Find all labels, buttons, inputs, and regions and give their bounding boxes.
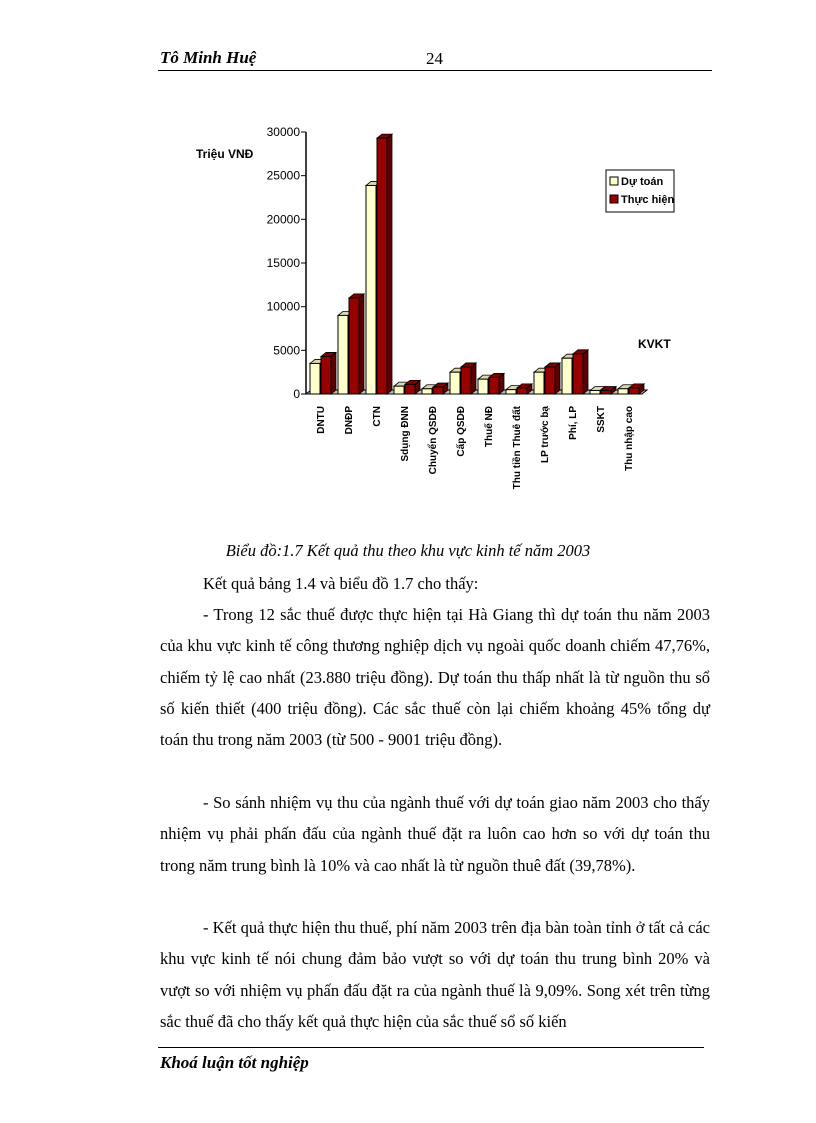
bar [534,372,544,394]
footer-rule [158,1047,704,1048]
bar-side [387,134,392,394]
y-tick-label: 0 [293,387,300,401]
page-number: 24 [426,49,443,68]
bar [405,384,415,394]
x-tick-label: CTN [372,406,383,427]
bar-side [331,352,336,394]
footer-text: Khoá luận tốt nghiệp [160,1053,309,1072]
bar-side [583,350,588,394]
legend-label: Thực hiện [621,194,675,206]
y-axis-label: Triệu VNĐ [196,147,254,161]
x-tick-label: Thuế NĐ [484,406,495,448]
x-tick-label: LP trước bạ [540,406,551,463]
bar-side [499,373,504,394]
y-tick-label: 5000 [273,343,300,358]
x-tick-label: SSKT [596,406,607,433]
bar-side [471,363,476,394]
bar [618,389,628,394]
figure-caption: Biểu đồ:1.7 Kết quả thu theo khu vực kinh tế năm 2003 [225,541,591,560]
bar [573,354,583,394]
legend-label: Dự toán [621,176,664,188]
bar [461,367,471,394]
y-tick-label: 10000 [266,299,300,314]
x-tick-label: Thu nhập cao [624,406,635,471]
x-tick-label: Thu tiền Thuê đất [512,406,523,490]
x-tick-label: Phí, LP [568,406,579,440]
bar [310,363,320,394]
bar [489,377,499,394]
x-tick-label: DNĐP [344,406,355,435]
x-tick-label: Sdụng ĐNN [400,406,411,462]
paragraph-3-text: - Kết quả thực hiện thu thuế, phí năm 2003 trên địa bàn toàn tỉnh ở tất cả các khu vực kinh tế nói chung đảm bảo vượt so với dự toán thu trung bình 20% và vượt so với nhiệm vụ phấn đấu đặt ra của ngành thuế là 9,09%. Song xét trên từng sắc thuế đã cho thấy kết quả thực hiện của sắc thuế sổ số kiến [160,918,710,1031]
bar [321,356,331,394]
bar [601,391,611,394]
bar [590,391,600,394]
bar [506,390,516,394]
paragraph-intro [160,568,710,599]
corner-label: KVKT [638,337,671,351]
bar [545,367,555,394]
chart [150,110,710,510]
header-rule [158,70,712,71]
bar-side [359,294,364,394]
paragraph-1-text: - Trong 12 sắc thuế được thực hiện tại Hà Giang thì dự toán thu năm 2003 của khu vực kinh tế công thương nghiệp dịch vụ ngoài quốc doanh chiếm 47,76%, chiếm tỷ lệ cao nhất (23.880 triệu đồng). Dự toán thu thấp nhất là từ nguồn thu sổ số kiến thiết (400 triệu đồng). Các sắc thuế còn lại chiếm khoảng 45% tổng dự toán thu trong năm 2003 (từ 500 - 9001 triệu đồng). [160,605,710,750]
legend-swatch [610,195,618,203]
y-tick-label: 25000 [266,168,300,183]
x-tick-label: Cấp QSDĐ [456,406,467,457]
y-tick-label: 15000 [266,256,300,270]
bar [433,387,443,394]
paragraph-intro-text: Kết quả bảng 1.4 và biểu đồ 1.7 cho thấy: [203,574,479,593]
bar [349,298,359,394]
bar [377,138,387,394]
bar [517,388,527,394]
bar [629,388,639,394]
paragraph-2-text: - So sánh nhiệm vụ thu của ngành thuế với dự toán giao năm 2003 cho thấy nhiệm vụ phải phấn đấu của ngành thuế đặt ra luôn cao hơn so với dự toán thu trong năm trung bình là 10% và cao nhất là từ nguồn thuê đất (39,78%). [160,793,710,875]
bar [394,386,404,394]
bar [478,379,488,394]
bar [338,315,348,394]
bar [366,185,376,394]
chart-svg [150,110,710,510]
x-tick-label: Chuyển QSDĐ [428,406,439,475]
paragraph-2 [160,787,710,881]
bar [450,372,460,394]
header-author: Tô Minh Huệ [160,48,257,67]
paragraph-3 [160,912,710,1037]
legend-swatch [610,177,618,185]
y-tick-label: 30000 [266,125,300,139]
bar [562,358,572,394]
bar-side [555,363,560,394]
y-tick-label: 20000 [266,212,300,227]
bar [422,389,432,394]
paragraph-1 [160,599,710,755]
x-tick-label: DNTU [316,406,327,434]
